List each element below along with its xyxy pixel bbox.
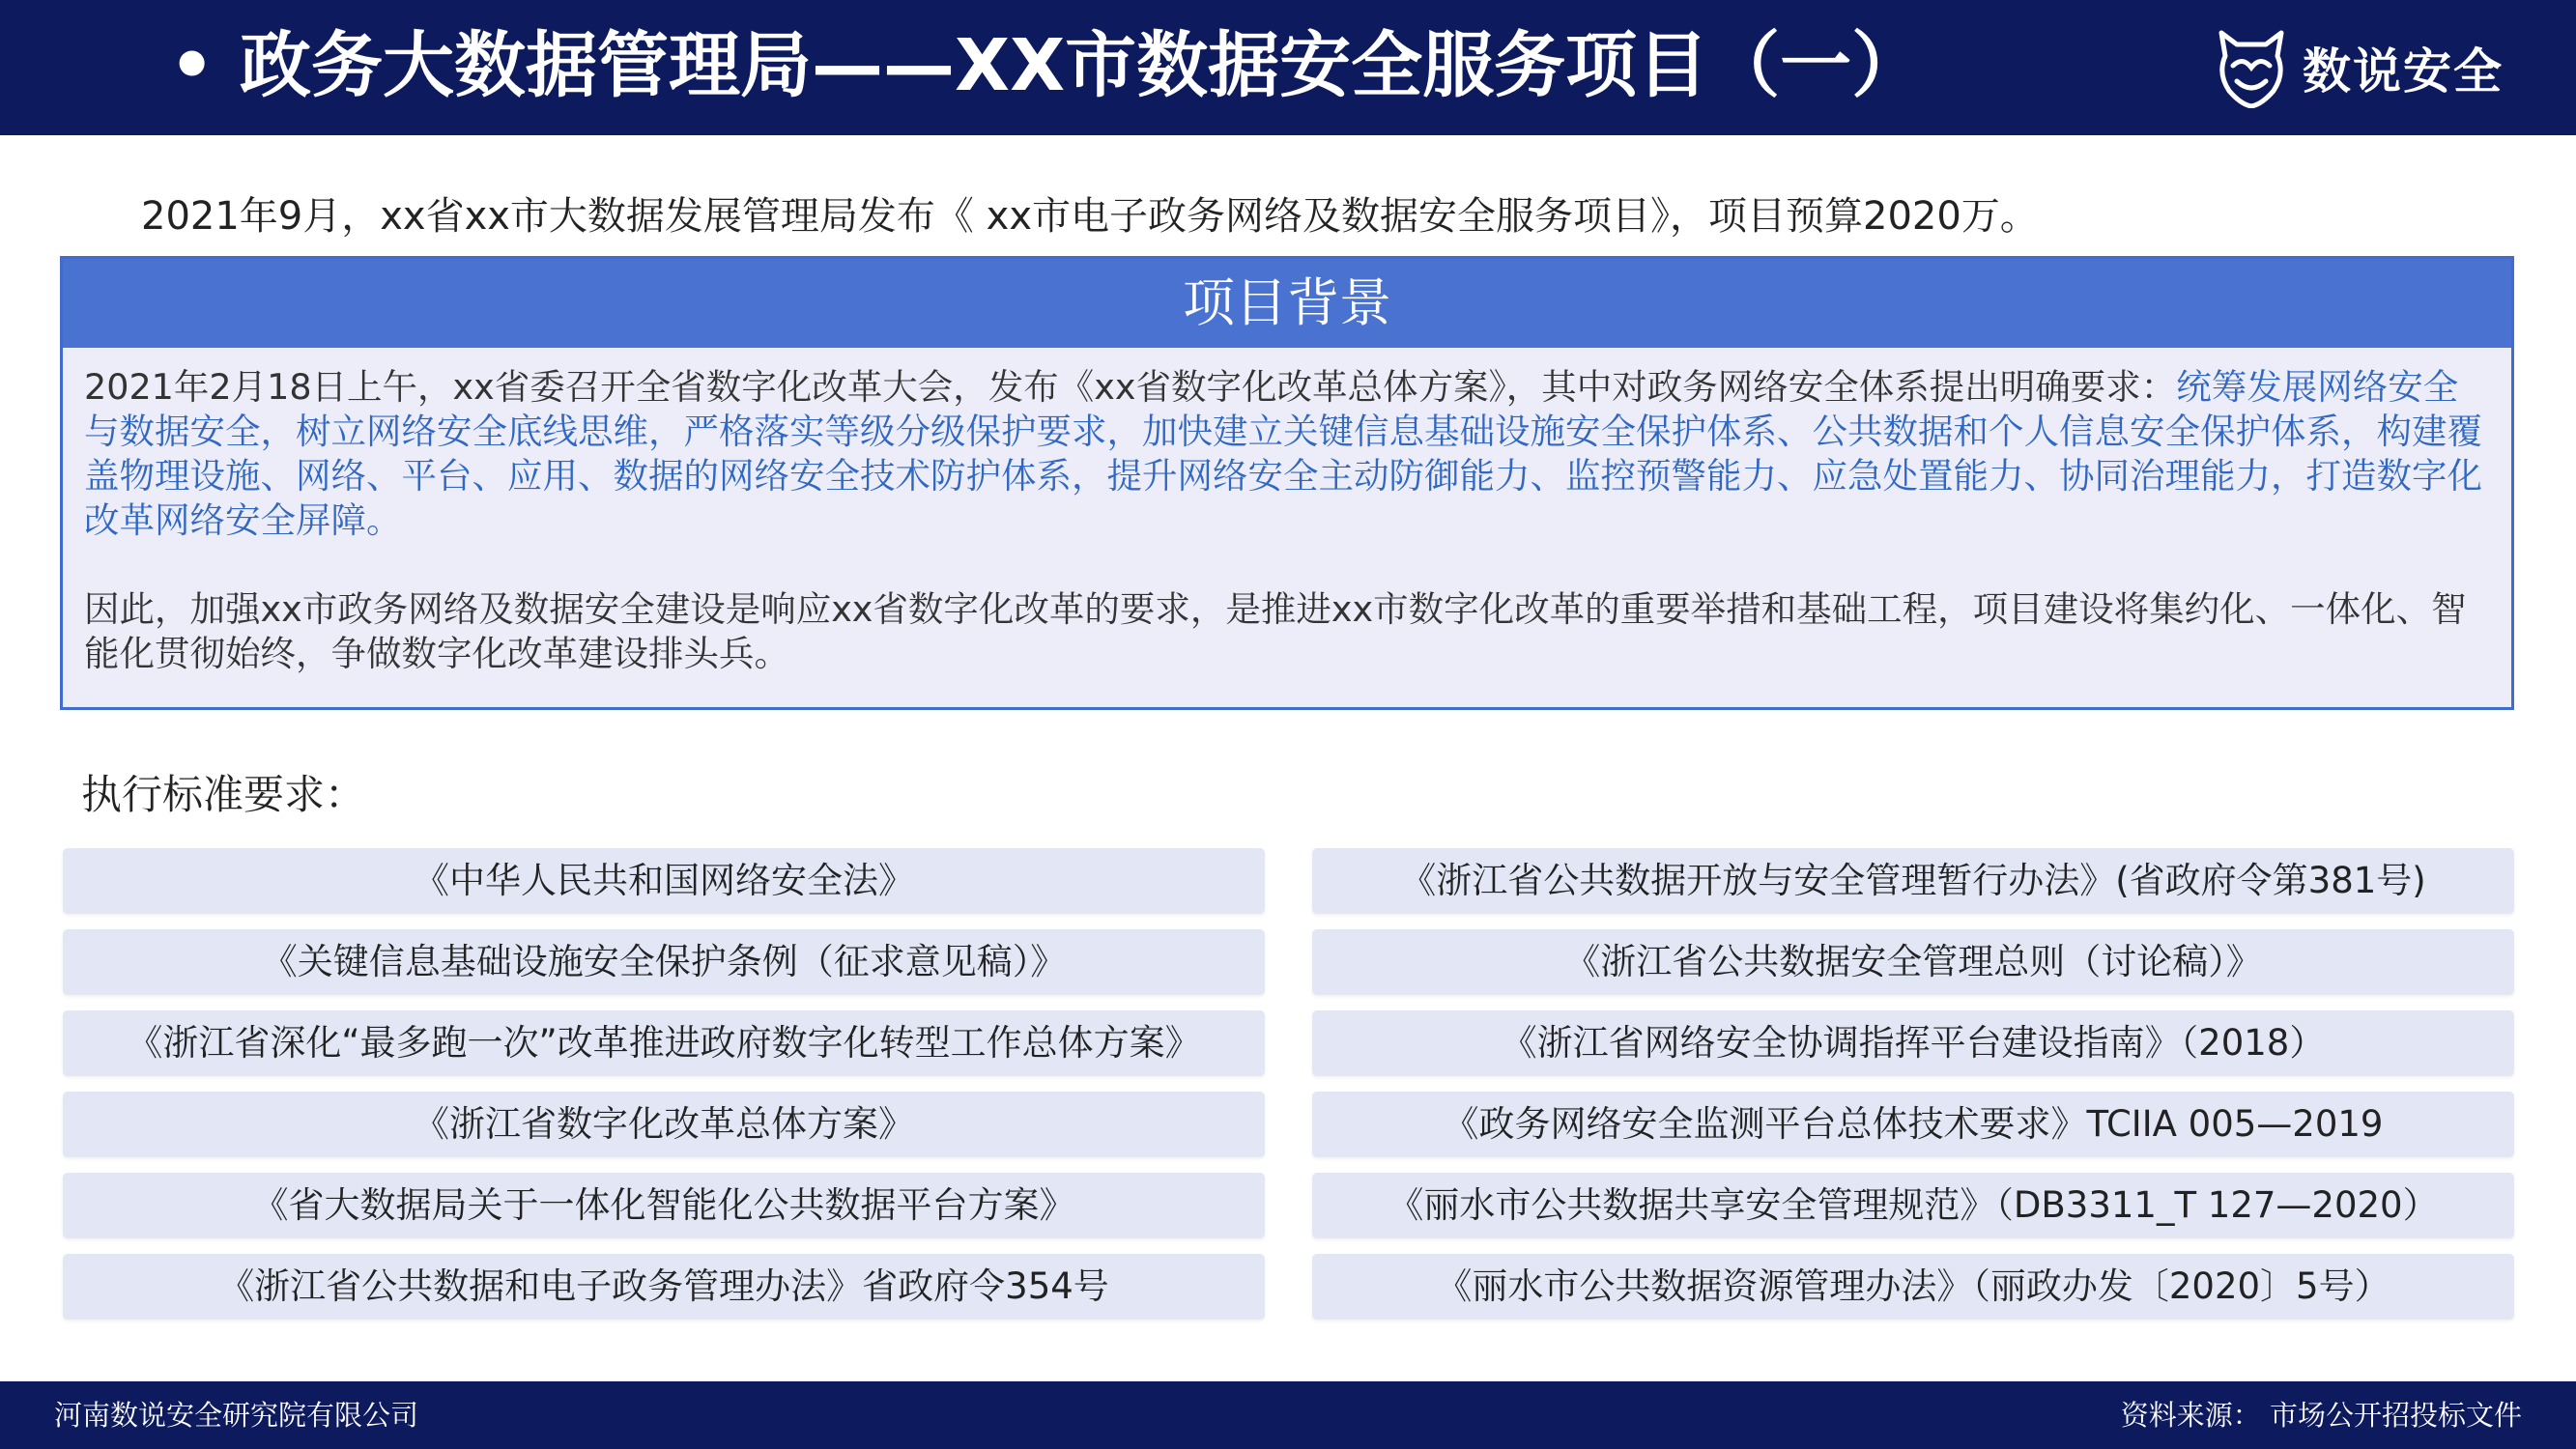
standard-item: 《浙江省公共数据安全管理总则（讨论稿）》 <box>1312 929 2514 995</box>
standard-item: 《浙江省网络安全协调指挥平台建设指南》（2018） <box>1312 1010 2514 1076</box>
standard-item: 《浙江省公共数据和电子政务管理办法》省政府令354号 <box>63 1254 1265 1320</box>
standard-item: 《关键信息基础设施安全保护条例（征求意见稿）》 <box>63 929 1265 995</box>
background-paragraph-1-highlight: 统筹发展网络安全与数据安全，树立网络安全底线思维，严格落实等级分级保护要求，加快建立关键信息基础设施安全保护体系、公共数据和个人信息安全保护体系，构建覆盖物理设施、网络、平台、应用、数据的网络安全技术防护体系，提升网络安全主动防御能力、监控预警能力、应急处置能力、协同治理能力，打造数字化改革网络安全屏障。 <box>84 366 2482 541</box>
project-background-box <box>60 256 2514 710</box>
footer-source: 资料来源： 市场公开招投标文件 <box>2120 1399 2522 1432</box>
standard-item: 《丽水市公共数据资源管理办法》（丽政办发〔2020〕5号） <box>1312 1254 2514 1320</box>
background-paragraph-1 <box>84 365 2492 543</box>
standards-title: 执行标准要求： <box>81 771 366 818</box>
standards-right-column <box>1312 848 2514 1335</box>
header-bar <box>0 0 2576 135</box>
standard-item: 《浙江省数字化改革总体方案》 <box>63 1092 1265 1157</box>
standard-item: 《政务网络安全监测平台总体技术要求》TCIIA 005—2019 <box>1312 1092 2514 1157</box>
standard-item: 《省大数据局关于一体化智能化公共数据平台方案》 <box>63 1173 1265 1238</box>
standards-left-column <box>63 848 1265 1335</box>
standard-item: 《浙江省公共数据开放与安全管理暂行办法》(省政府令第381号) <box>1312 848 2514 914</box>
page-title: • 政务大数据管理局——XX市数据安全服务项目（一） <box>169 24 1924 107</box>
brand-name: 数说安全 <box>2303 43 2504 99</box>
footer-org: 河南数说安全研究院有限公司 <box>54 1399 419 1432</box>
standard-item: 《丽水市公共数据共享安全管理规范》（DB3311_T 127—2020） <box>1312 1173 2514 1238</box>
project-background-heading: 项目背景 <box>63 259 2511 348</box>
owl-logo-icon <box>2214 27 2289 108</box>
brand <box>2214 27 2504 108</box>
background-paragraph-1-lead: 2021年2月18日上午，xx省委召开全省数字化改革大会，发布《xx省数字化改革总体方案》，其中对政务网络安全体系提出明确要求： <box>84 366 2177 408</box>
standard-item: 《中华人民共和国网络安全法》 <box>63 848 1265 914</box>
footer-bar <box>0 1381 2576 1449</box>
standard-item: 《浙江省深化“最多跑一次”改革推进政府数字化转型工作总体方案》 <box>63 1010 1265 1076</box>
project-background-body <box>63 348 2511 676</box>
intro-text: 2021年9月，xx省xx市大数据发展管理局发布《 xx市电子政务网络及数据安全服务项目》，项目预算2020万。 <box>141 194 2039 239</box>
background-paragraph-2: 因此，加强xx市政务网络及数据安全建设是响应xx省数字化改革的要求，是推进xx市数字化改革的重要举措和基础工程，项目建设将集约化、一体化、智能化贯彻始终，争做数字化改革建设排头兵。 <box>84 588 2467 674</box>
